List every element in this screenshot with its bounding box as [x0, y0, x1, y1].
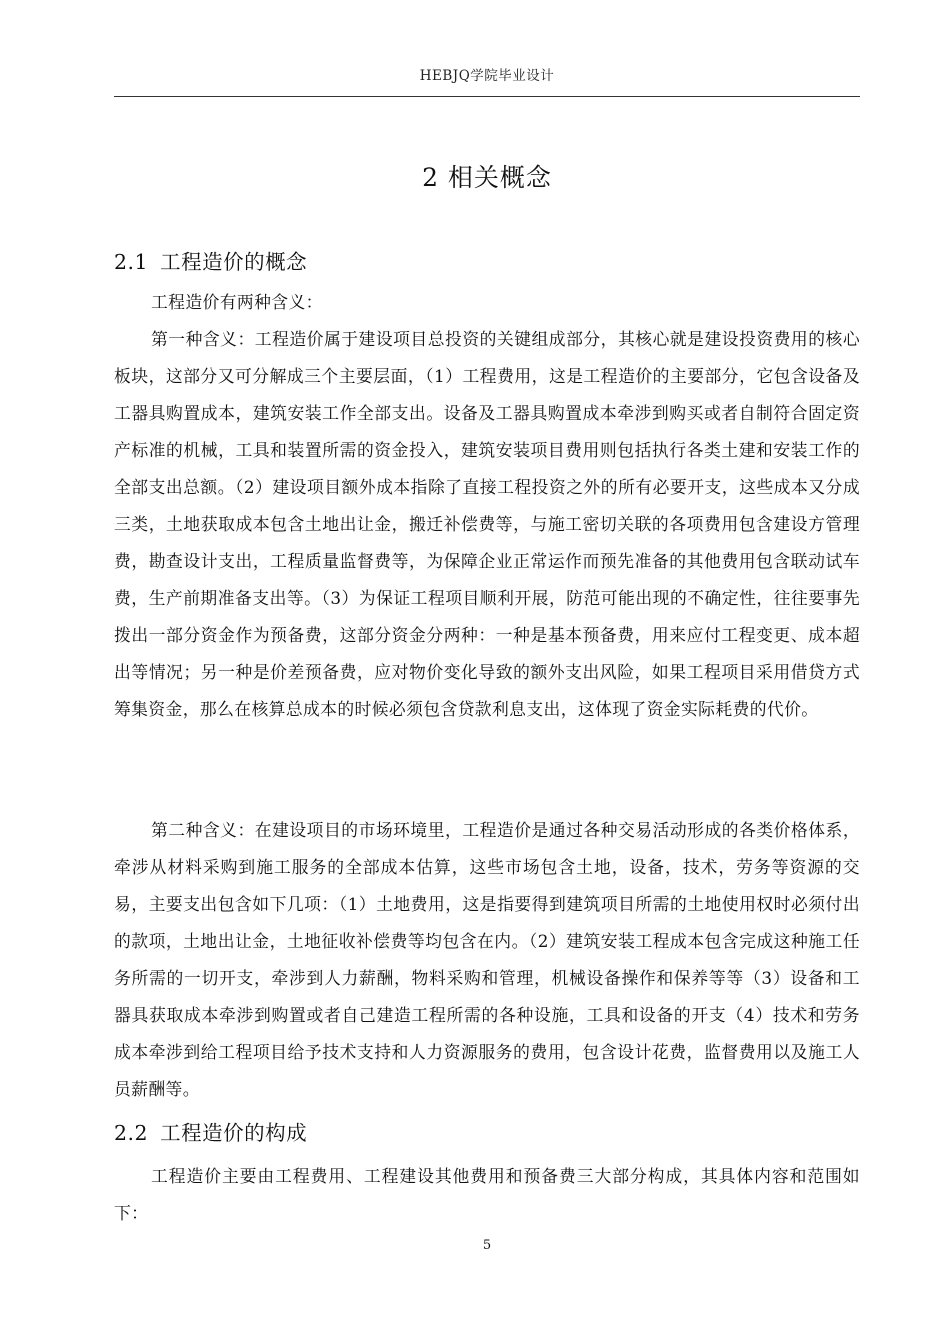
page-number: 5	[482, 1238, 492, 1253]
running-header: HEBJQ学院毕业设计	[419, 68, 555, 84]
section-title: 工程造价的概念	[160, 250, 308, 274]
section-number: 2.1	[114, 250, 149, 274]
paragraph-composition: 工程造价主要由工程费用、工程建设其他费用和预备费三大部分构成，其具体内容和范围如下：	[114, 1166, 860, 1223]
section-title: 工程造价的构成	[160, 1121, 308, 1145]
section-heading-2-2	[114, 1118, 860, 1148]
section-heading-2-1	[114, 247, 860, 277]
paragraph-intro: 工程造价有两种含义：	[151, 292, 323, 312]
header-rule	[114, 96, 860, 97]
paragraph-first-meaning: 第一种含义：工程造价属于建设项目总投资的关键组成部分，其核心就是建设投资费用的核心板块，这部分又可分解成三个主要层面，（1）工程费用，这是工程造价的主要部分，它包含设备及工器具购置成本，建筑安装工作全部支出。设备及工器具购置成本牵涉到购买或者自制符合固定资产标准的机械，工具和装置所需的资金投入，建筑安装项目费用则包括执行各类土建和安装工作的全部支出总额。（2）建设项目额外成本指除了直接工程投资之外的所有必要开支，这些成本又分成三类，土地获取成本包含土地出让金，搬迁补偿费等，与施工密切关联的各项费用包含建设方管理费，勘查设计支出，工程质量监督费等，为保障企业正常运作而预先准备的其他费用包含联动试车费，生产前期准备支出等。（3）为保证工程项目顺利开展，防范可能出现的不确定性，往往要事先拨出一部分资金作为预备费，这部分资金分两种：一种是基本预备费，用来应付工程变更、成本超出等情况；另一种是价差预备费，应对物价变化导致的额外支出风险，如果工程项目采用借贷方式筹集资金，那么在核算总成本的时候必须包含贷款利息支出，这体现了资金实际耗费的代价。	[114, 329, 860, 719]
section-number: 2.2	[114, 1121, 149, 1145]
paragraph-second-meaning: 第二种含义：在建设项目的市场环境里，工程造价是通过各种交易活动形成的各类价格体系，牵涉从材料采购到施工服务的全部成本估算，这些市场包含土地，设备，技术，劳务等资源的交易，主要支出包含如下几项：（1）土地费用，这是指要得到建筑项目所需的土地使用权时必须付出的款项，土地出让金，土地征收补偿费等均包含在内。（2）建筑安装工程成本包含完成这种施工任务所需的一切开支，牵涉到人力薪酬，物料采购和管理，机械设备操作和保养等等（3）设备和工器具获取成本牵涉到购置或者自己建造工程所需的各种设施，工具和设备的开支（4）技术和劳务成本牵涉到给工程项目给予技术支持和人力资源服务的费用，包含设计花费，监督费用以及施工人员薪酬等。	[114, 820, 860, 1099]
chapter-title: 2 相关概念	[422, 163, 552, 192]
